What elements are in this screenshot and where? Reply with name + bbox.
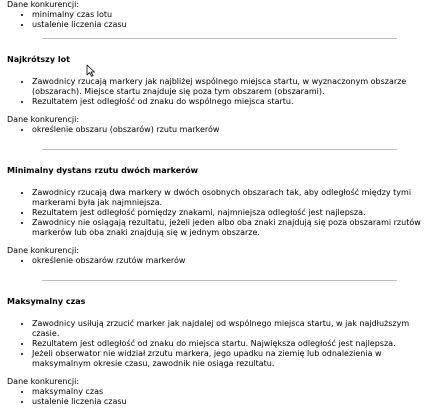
list-item: • Zawodnicy nie osiągają rezultatu, jeżeli jeden albo oba znaki znajdują się poza obszarami rzutów markerów lub oba znaki znajdują się w jednym obszarze.	[32, 218, 435, 238]
list-item: • ustalenie liczenia czasu	[32, 20, 435, 30]
mouse-pointer-icon	[86, 64, 96, 77]
list-item: • Jeżeli obserwator nie widział zrzutu markera, jego upadku na ziemię lub odnalezienia w maksymalnym okresie czasu, zawodnik nie osiąga rezultatu.	[32, 349, 435, 369]
rules-list	[0, 319, 435, 369]
dane-list	[0, 125, 435, 135]
section-najkrotszy-lot	[0, 55, 435, 135]
list-item: • minimalny czas lotu	[32, 10, 435, 20]
section-heading: Maksymalny czas	[7, 297, 86, 306]
section-heading: Minimalny dystans rzutu dwóch markerów	[7, 166, 198, 175]
dane-label: Dane konkurencji:	[7, 246, 80, 255]
list-item: • Rezultatem jest odległość od znaku do miejsca startu. Największa odległość jest najlepsza.	[32, 339, 435, 349]
list-item: • maksymalny czas	[32, 387, 435, 397]
dane-list	[0, 256, 435, 266]
list-item: • Zawodnicy rzucają dwa markery w dwóch osobnych obszarach tak, aby odległość między tymi markerami była jak najmniejsza.	[32, 188, 435, 208]
list-item: • ustalenie liczenia czasu	[32, 397, 435, 407]
dane-list	[0, 387, 435, 407]
list-item: • Zawodnicy usiłują zrzucić marker jak najdalej od wspólnego miejsca startu, w jak najdłuższym czasie.	[32, 319, 435, 339]
dane-label: Dane konkurencji:	[7, 0, 80, 9]
section-minimalny-dystans	[0, 166, 435, 266]
list-item: • Zawodnicy rzucają markery jak najbliżej wspólnego miejsca startu, w wyznaczonym obszarze (obszarach). Miejsce startu znajduje się poza tym obszarem (obszarami).	[32, 77, 435, 97]
dane-label: Dane konkurencji:	[7, 115, 80, 124]
dane-list	[0, 10, 435, 30]
dane-label: Dane konkurencji:	[7, 377, 80, 386]
list-item: • Rezultatem jest odległość od znaku do wspólnego miejsca startu.	[32, 97, 435, 107]
rules-list	[0, 77, 435, 107]
list-item: • określenie obszaru (obszarów) rzutu markerów	[32, 125, 435, 135]
list-item: • określenie obszarów rzutów markerów	[32, 256, 435, 266]
list-item: • Rezultatem jest odległość pomiędzy znakami, najmniejsza odległość jest najlepsza.	[32, 208, 435, 218]
section-top	[0, 0, 435, 30]
section-maksymalny-czas	[0, 297, 435, 407]
section-heading: Najkrótszy lot	[7, 55, 70, 64]
rules-list	[0, 188, 435, 238]
